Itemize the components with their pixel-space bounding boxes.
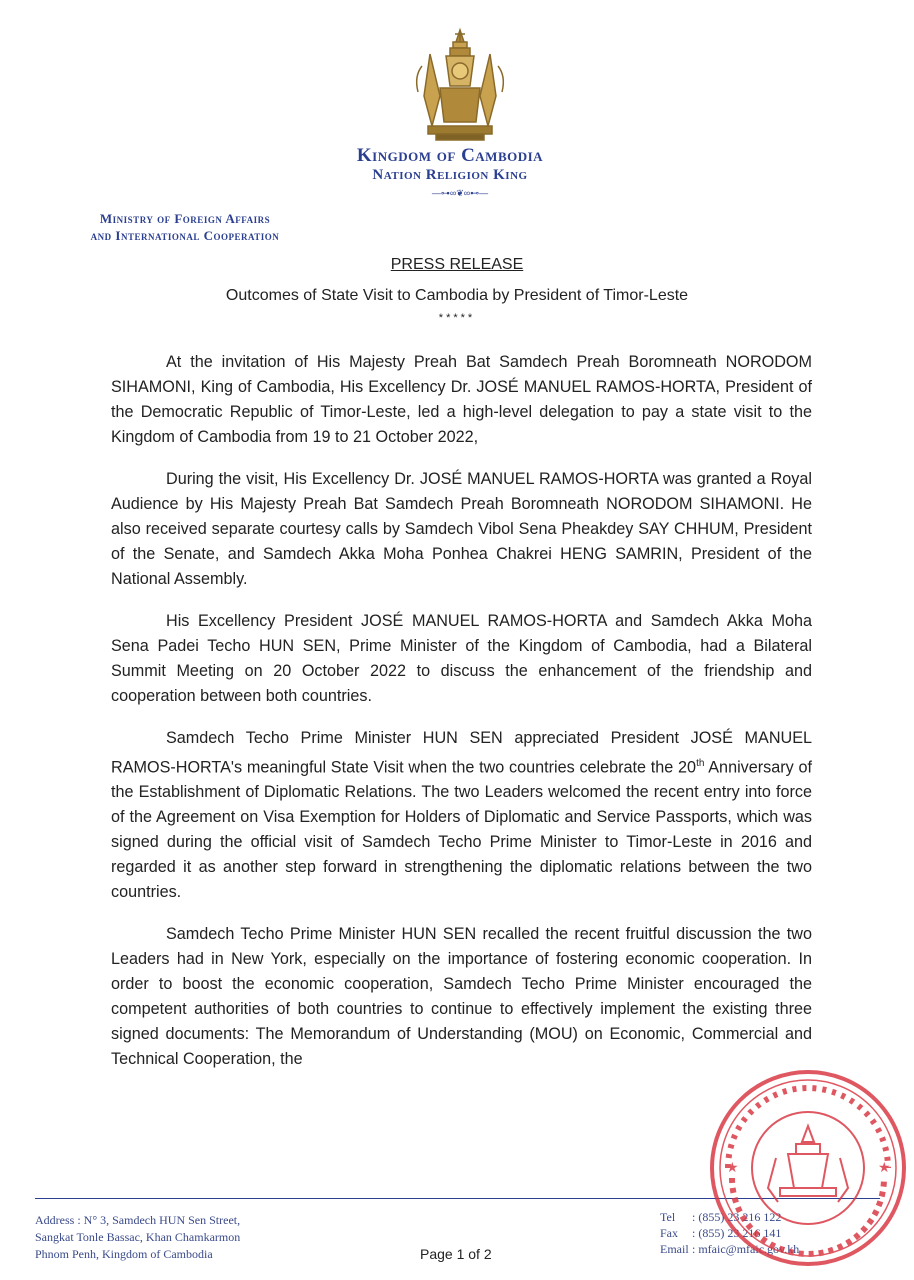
tel-value: : (855) 23 216 122 <box>692 1210 782 1224</box>
ministry-line-2: and International Cooperation <box>90 228 280 243</box>
address-line-1: Address : N° 3, Samdech HUN Sen Street, <box>35 1213 241 1227</box>
svg-text:★: ★ <box>878 1160 891 1176</box>
tel-label: Tel <box>660 1210 676 1224</box>
body-paragraph-3 <box>111 609 812 709</box>
paragraph-text: During the visit, His Excellency Dr. JOSÉ MANUEL RAMOS-HORTA was granted a Royal Audience by His Majesty Preah Bat Samdech Preah Boromneath NORODOM SIHAMONI. He also received separate courtesy calls by Samdech Vibol Sena Pheakdey SAY CHHUM, President of the Senate, and Samdech Akka Moha Ponhea Chakrei HENG SAMRIN, President of the National Assembly. <box>111 470 812 588</box>
body-paragraph-4 <box>111 726 812 905</box>
fax-value: : (855) 23 216 141 <box>692 1226 782 1240</box>
ministry-name <box>35 210 335 244</box>
paragraph-text: Anniversary of the Establishment of Diplomatic Relations. The two Leaders welcomed the recent entry into force of the Agreement on Visa Exemption for Holders of Diplomatic and Service Passports, which was signed during the official visit of Samdech Techo Prime Minister to Timor-Leste in 2016 and regarded it as another step forward in strengthening the diplomatic relations between the two countries. <box>111 758 812 902</box>
body-paragraph-1 <box>111 350 812 450</box>
email-value: : mfaic@mfaic.gov.kh <box>692 1242 800 1256</box>
ministry-address <box>35 1212 240 1263</box>
superscript: th <box>696 758 705 769</box>
paragraph-text: His Excellency President JOSÉ MANUEL RAMOS-HORTA and Samdech Akka Moha Sena Padei Techo HUN SEN, Prime Minister of the Kingdom of Cambodia, had a Bilateral Summit Meeting on 20 October 2022 to discuss the enhancement of the friendship and cooperation between both countries. <box>111 612 812 705</box>
page-number: Page 1 of 2 <box>420 1246 492 1262</box>
address-line-3: Phnom Penh, Kingdom of Cambodia <box>35 1247 213 1261</box>
ornamental-divider-icon: —⊶∞❦∞⊷— <box>431 188 489 198</box>
royal-coat-of-arms-emblem <box>410 26 510 144</box>
paragraph-text: Samdech Techo Prime Minister HUN SEN recalled the recent fruitful discussion the two Leaders had in New York, especially on the importance of fostering economic cooperation. In order to boost the economic cooperation, Samdech Techo Prime Minister encouraged the competent authorities of both countries to continue to effectively implement the existing three signed documents: The Memorandum of Understanding (MOU) on Economic, Commercial and Technical Cooperation, the <box>111 925 812 1069</box>
kingdom-title: Kingdom of Cambodia <box>356 145 544 166</box>
svg-text:★: ★ <box>726 1160 739 1176</box>
ministry-line-1: Ministry of Foreign Affairs <box>99 211 271 226</box>
body-paragraph-2 <box>111 467 812 592</box>
press-release-body <box>111 350 812 1089</box>
section-separator: ***** <box>438 312 476 324</box>
fax-label: Fax <box>660 1226 678 1240</box>
press-release-subtitle: Outcomes of State Visit to Cambodia by President of Timor-Leste <box>225 287 689 304</box>
official-ministry-seal-stamp <box>708 1068 908 1268</box>
address-line-2: Sangkat Tonle Bassac, Khan Chamkarmon <box>35 1230 241 1244</box>
email-label: Email <box>660 1242 689 1256</box>
paragraph-text: At the invitation of His Majesty Preah Bat Samdech Preah Boromneath NORODOM SIHAMONI, King of Cambodia, His Excellency Dr. JOSÉ MANUEL RAMOS-HORTA, President of the Democratic Republic of Timor-Leste, led a high-level delegation to pay a state visit to the Kingdom of Cambodia from 19 to 21 October 2022, <box>111 353 812 446</box>
press-release-title: PRESS RELEASE <box>390 256 524 273</box>
paragraph-text: Samdech Techo Prime Minister HUN SEN appreciated President JOSÉ MANUEL RAMOS-HORTA's meaningful State Visit when the two countries celebrate the 20 <box>111 729 812 777</box>
national-motto: Nation Religion King <box>372 167 528 183</box>
body-paragraph-5 <box>111 922 812 1072</box>
